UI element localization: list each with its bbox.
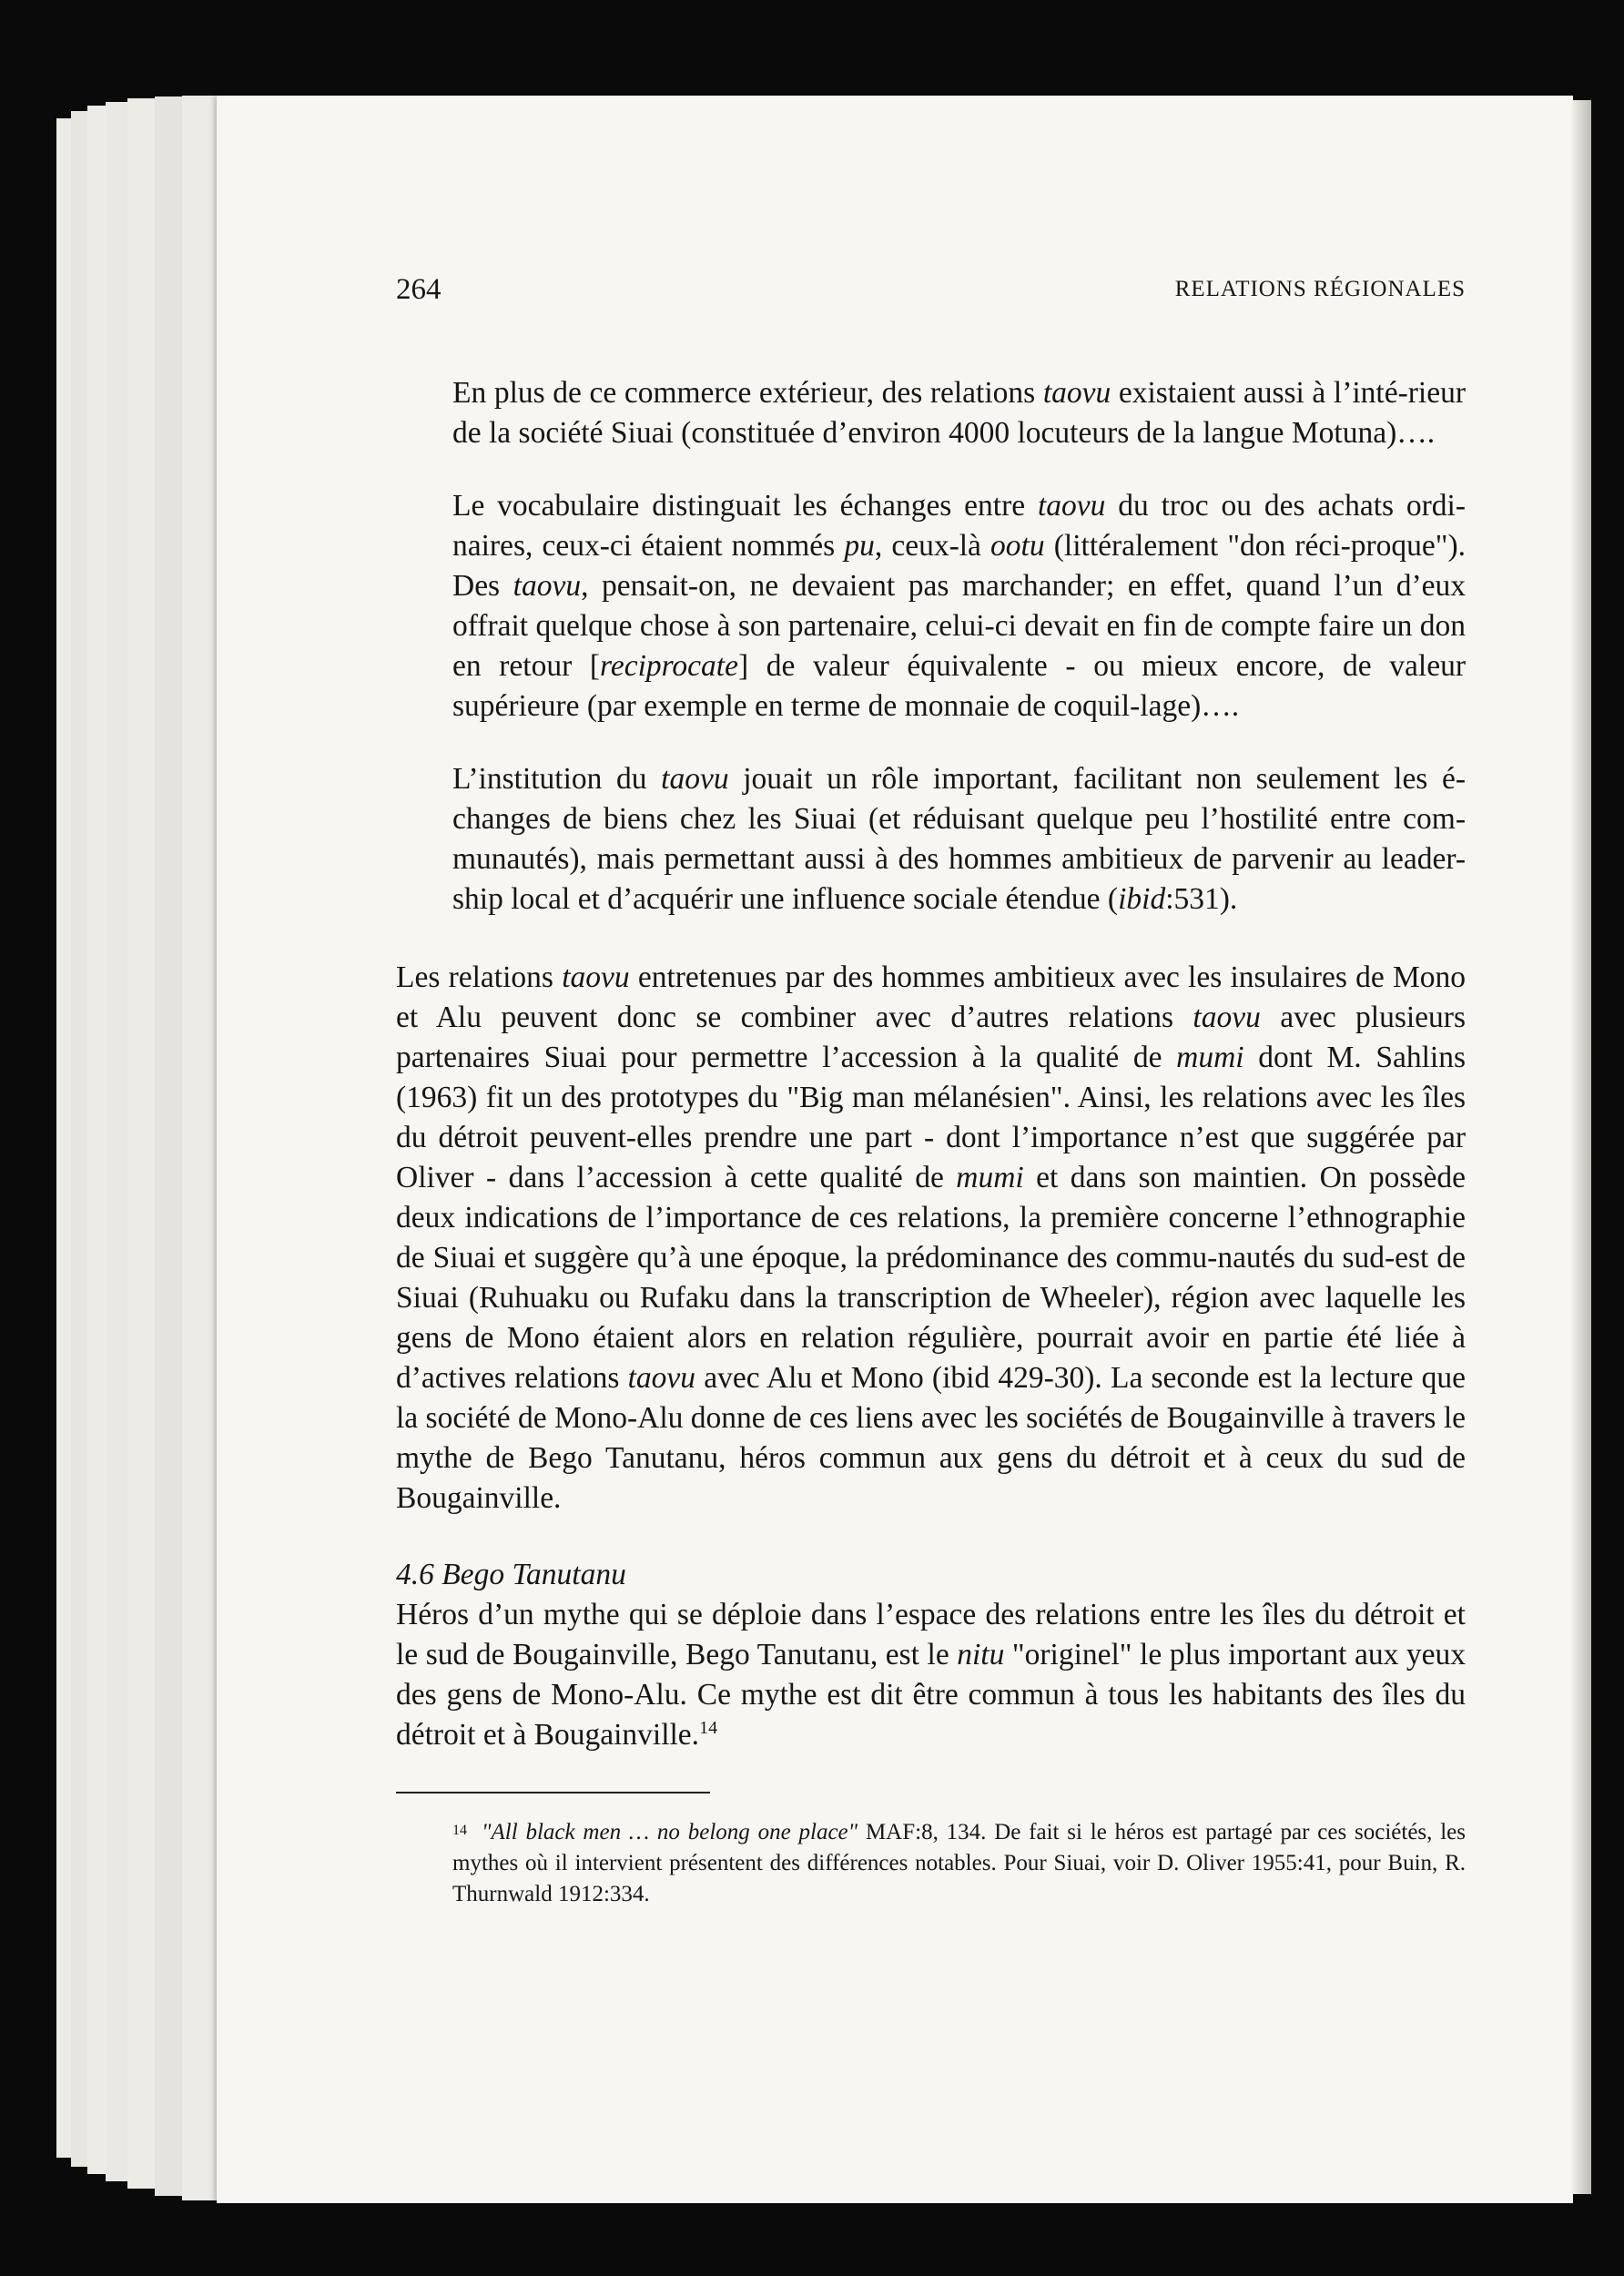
footnote-reference[interactable]: 14: [699, 1717, 718, 1738]
text-run: , pensait-on, ne devaient pas marchander; en effet, quand l’un d’eux offrait quelque chose à son partenaire, celui-ci devait en fin de compte faire un don en retour [: [452, 569, 1467, 683]
running-head: RELATIONS RÉGIONALES: [1174, 277, 1466, 301]
body-paragraph-1: [396, 958, 1466, 1519]
text-run: dont M. Sahlins (1963) fit un des prototypes du "Big man mélanésien". Ainsi, les relations avec les îles du détroit peuvent-elles prendre une part - dont l’importance n’est que suggérée par Oliver - dans l’accession à cette qualité de: [396, 1041, 1466, 1194]
text-run: avec plusieurs partenaires Siuai pour permettre l’accession à la qualité de: [396, 1001, 1466, 1074]
page-number: 264: [396, 273, 442, 306]
italic-term: taovu: [1037, 489, 1106, 523]
italic-term: pu: [844, 529, 875, 563]
footnote-divider: [396, 1792, 710, 1793]
text-run: (littéralement "don réci-proque"). Des: [452, 529, 1466, 603]
text-run: existaient aussi à l’inté-rieur de la société Siuai (constituée d’environ 4000 locuteurs de la langue Motuna)….: [452, 376, 1466, 450]
text-run: et dans son maintien. On possède deux indications de l’importance de ces relations, la première concerne l’ethnographie de Siuai et suggère qu’à une époque, la prédominance des commu-nautés du sud-est de Siuai (Ruhuaku ou Rufaku dans la transcription de Wheeler), région avec laquelle les gens de Mono étaient alors en relation régulière, pourrait avoir en partie été liée à d’actives relations: [396, 1161, 1466, 1395]
italic-term: mumi: [1176, 1041, 1244, 1074]
text-run: MAF:8, 134. De fait si le héros est partagé par ces sociétés, les mythes où il intervient présentent des différences notables. Pour Siuai, voir D. Oliver 1955:41, pour Buin, R. Thurnwald 1912:334.: [452, 1820, 1466, 1906]
text-run: ] de valeur équivalente - ou mieux encore, de valeur supérieure (par exemple en terme de monnaie de coquil-lage)….: [452, 649, 1466, 723]
block-quote-2: [452, 486, 1466, 726]
text-run: jouait un rôle important, facilitant non seulement les é-changes de biens chez les Siuai (et réduisant quelque peu l’hostilité entre com-munautés), mais permettant aussi à des hommes ambitieux de parvenir au leader-ship local et d’acquérir une influence sociale étendue (: [452, 762, 1466, 916]
text-run: du troc ou des achats ordi-naires, ceux-ci étaient nommés: [452, 489, 1467, 563]
text-run: Les relations: [396, 960, 563, 994]
italic-term: mumi: [956, 1161, 1024, 1194]
text-run: "originel" le plus important aux yeux des gens de Mono-Alu. Ce mythe est dit être commun à tous les habitants des îles du détroit et à Bougainville.: [396, 1638, 1467, 1752]
italic-term: ibid: [1118, 882, 1166, 916]
text-run: L’institution du: [452, 762, 662, 796]
page-gutter: [1571, 100, 1591, 2194]
body-paragraph-2: [396, 1595, 1466, 1755]
italic-term: taovu: [1042, 376, 1111, 410]
text-run: Le vocabulaire distinguait les échanges entre: [452, 489, 1038, 523]
text-run: entretenues par des hommes ambitieux avec les insulaires de Mono et Alu peuvent donc se combiner avec d’autres relations: [396, 960, 1466, 1034]
block-quote-3: [452, 759, 1466, 920]
italic-term: ootu: [990, 529, 1045, 563]
italic-term: taovu: [627, 1361, 696, 1395]
footnote-text: [452, 1820, 1466, 1906]
text-run: avec Alu et Mono (ibid 429-30). La seconde est la lecture que la société de Mono-Alu donne de ces liens avec les sociétés de Bougainville à travers le mythe de Bego Tanutanu, héros commun aux gens du détroit et à ceux du sud de Bougainville.: [396, 1361, 1466, 1515]
text-run: En plus de ce commerce extérieur, des relations: [452, 376, 1043, 410]
italic-term: nitu: [957, 1638, 1005, 1671]
section-title: 4.6 Bego Tanutanu: [396, 1558, 626, 1591]
text-run: , ceux-là: [874, 529, 991, 563]
text-run: :531).: [1165, 882, 1238, 916]
italic-term: taovu: [1193, 1001, 1261, 1034]
text-run: Héros d’un mythe qui se déploie dans l’espace des relations entre les îles du détroit et le sud de Bougainville, Bego Tanutanu, est le: [396, 1598, 1466, 1671]
body-paragraph-2-text: [396, 1598, 1466, 1752]
block-quote-1: [452, 373, 1466, 453]
footnote: [396, 1817, 1466, 1910]
footnote-mark: 14: [452, 1823, 467, 1838]
italic-term: reciprocate: [600, 649, 738, 683]
page-content: [396, 269, 1466, 1910]
italic-term: "All black men … no belong one place": [482, 1820, 858, 1844]
italic-term: taovu: [661, 762, 729, 796]
italic-term: taovu: [562, 960, 630, 994]
italic-term: taovu: [513, 569, 582, 603]
